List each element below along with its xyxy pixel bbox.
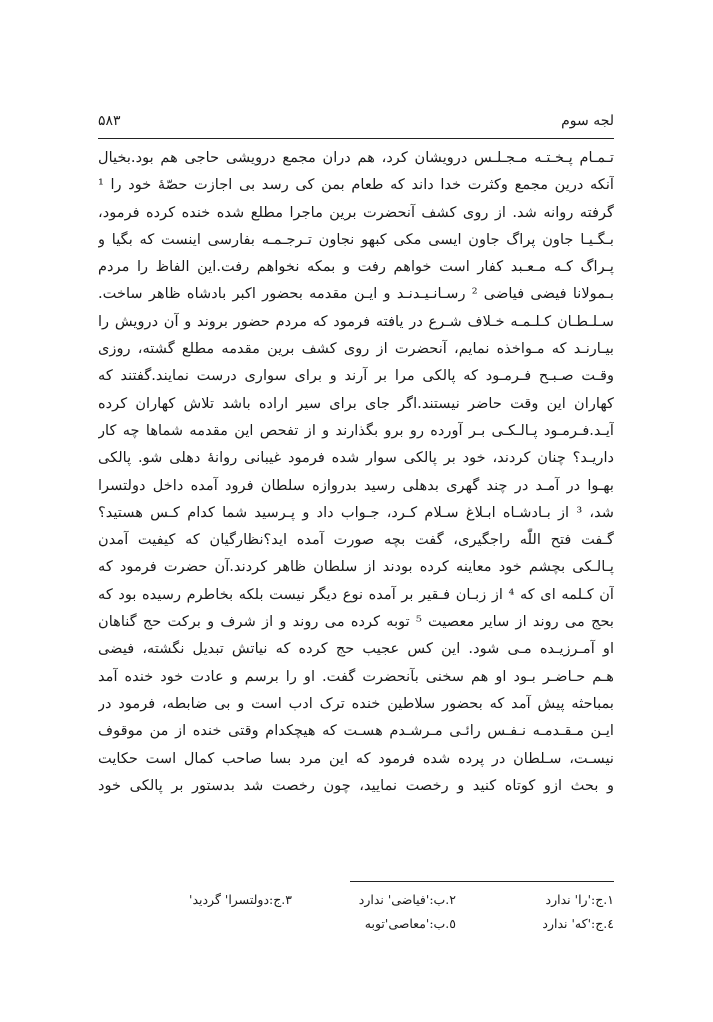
text-line: سـلـطـان کـلـمـه خـلاف شـرع در یافته فرمود که مردم حضور بروند و آن درویش را [98,312,614,330]
text-line: بهـوا در آمـد در چند گهری بدهلی رسید بدروازه سلطان فرود آمده داخل دولتسرا [98,476,614,494]
footnote: ١.ج:'را' ندارد [545,892,614,907]
text-line: کهاران این وقت حاضر نیستند.اگر جای برای سیر اراده باشد تلاش کهاران کرده [98,394,614,412]
footnote: ٣.ج:دولتسرا' گردید' [189,892,292,907]
text-line: آن کـلمه ای که ⁴ از زبـان فـقیر بر آمده نوع دیگر نیست بلکه بخاطرم رسیده بود که [98,585,614,603]
text-line: بیـارنـد که مـواخذه نمایم، آنحضرت از روی کشف برین مقدمه مطلع گشته، روزی [98,340,614,358]
text-line: گرفته روانه شد. از روی کشف آنحضرت برین ماجرا مطلع شده خنده کرده فرمود، [98,203,614,221]
text-line: تـمـام پـخـتـه مـجـلـس درویشان کرد، هم دران مجمع درویشی حاجی هم بود.بخیال [98,149,614,166]
page-header [98,113,614,137]
text-line: بحج می روند از سایر معصیت ⁵ توبه کرده می روند و از شرف و برکت حج گناهان [98,613,614,631]
text-line: و بحث ازو کوتاه کنید و رخصت نمایید، چون رخصت شد بدستور بر پالکی خود [98,776,614,794]
text-line: پـالـکی بچشم خود معاینه کرده بودند از سلطان ظاهر کردند.آن حضرت فرمود که [98,558,614,576]
running-title: لجه سوم [561,113,614,129]
footnote: ٢.ب:'فیاضی' ندارد [358,892,456,907]
text-line: بمباحثه پیش آمد که بحضور سلاطین خنده ترک ادب است و بی ضابطه، فرمود در [98,694,614,712]
header-divider [98,138,614,139]
text-line: شد، ³ از بـادشـاه ابـلاغ سـلام کـرد، جـواب داد و پـرسید شما کدام کـس هستید؟ [98,503,614,521]
footnotes [120,888,614,936]
text-line: نیسـت، سـلطان در پرده شده فرمود که این مرد بسا صاحب کمال است حکایت [98,749,614,767]
text-line: آیـد.فـرمـود پـالـکـی بـر آورده رو برو بگذارند و از تفحص این مقدمه شماها چه کار [98,421,614,439]
footnote-row [120,912,614,936]
text-line: آنکه درین مجمع وکثرت خدا داند که طعام بمن کی رسد بی اجازت حصّهٔ خود را ¹ [98,176,614,194]
text-line: وقـت صـبـح فـرمـود که پالکی مرا بر آرند و برای سواری درست نمایند.گفتند که [98,367,614,385]
text-line: بـگـیـا جاون پراگ جاون ایسی مکی کبهو نجاون تـرجـمـه بفارسی اینست که بگیا و [98,230,614,248]
footnote: ٥.ب:'معاصی'توبه [364,916,456,931]
footnote: ٤.ج:'که' ندارد [542,916,614,931]
footnote-divider [350,881,614,882]
text-line: او آمـرزیـده مـی شود. این کس عجیب حج کرده که نیاتش تبدیل نگشته، فیضی [98,640,614,658]
page-number: ۵۸۳ [98,113,121,129]
text-line: هـم حـاضـر بـود او هم سخنی بآنحضرت گفت. او را برسم و عادت خود خنده آمد [98,667,614,685]
text-line: پـراگ کـه مـعـبد کفار است خواهم رفت و بمکه نخواهم رفت.این الفاظ را مردم [98,258,614,276]
text-line: داریـد؟ چنان کردند، خود بر پالکی سوار شده فرمود غیبانی روانهٔ دهلی شو. پالکی [98,449,614,467]
footnote-row [120,888,614,912]
body-text [98,144,614,799]
text-line: بـمولانا فیضی فیاضی ² رسـانـیـدنـد و ایـن مقدمه بحضور اکبر بادشاه ظاهر ساخت. [98,285,614,303]
text-line: گـفت فتح اللّٰه راجگیری، گفت بچه صورت آمده اید؟نظارگیان که کیفیت آمدن [98,531,614,549]
text-line: ایـن مـقـدمـه نـفـس رائـی مـرشـدم هسـت که هیچکدام وقتی خنده از من موقوف [98,722,614,740]
